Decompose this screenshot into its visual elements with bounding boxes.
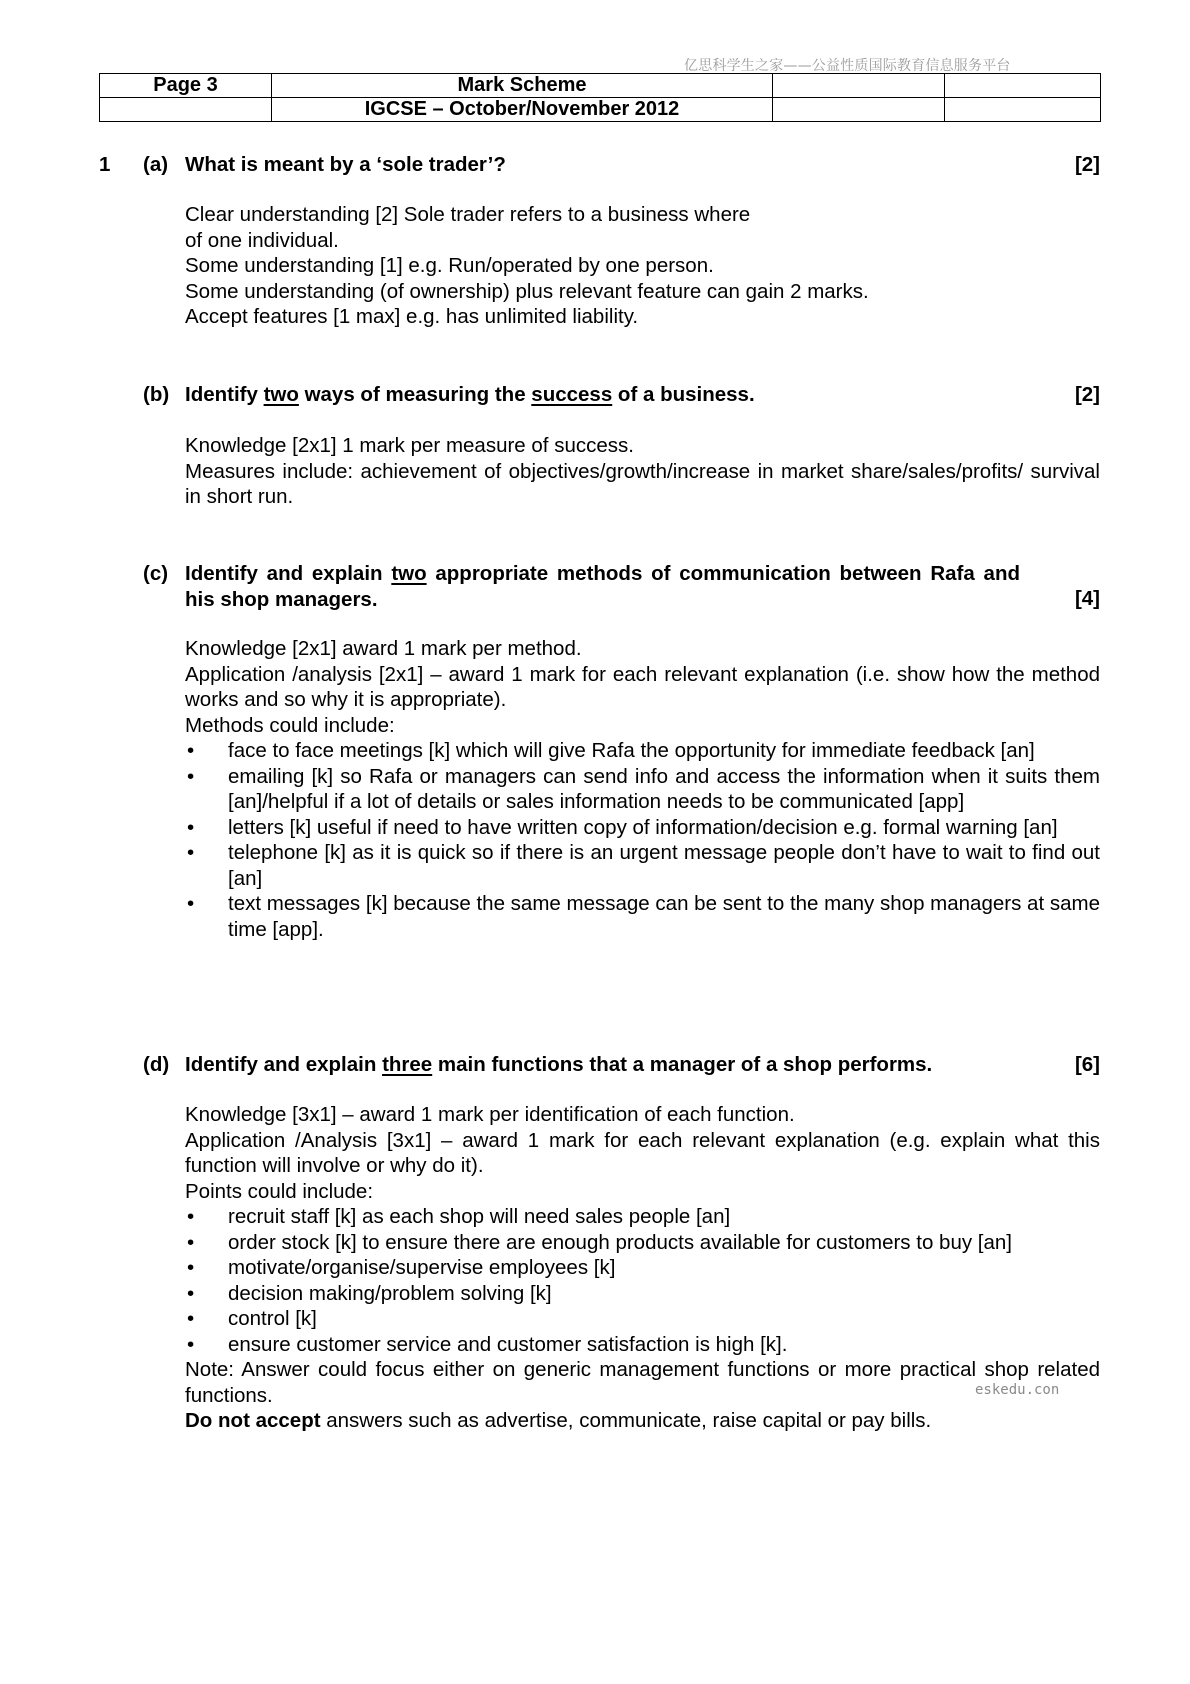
bullet-icon: •: [187, 841, 195, 864]
header-title: Mark Scheme: [272, 74, 773, 98]
bullet-icon: •: [187, 1230, 195, 1254]
list-item-text: letters [k] useful if need to have written copy of information/decision e.g. formal warning [an]: [228, 815, 1058, 839]
question-emphasis: three: [382, 1053, 433, 1076]
header-empty-cell: [945, 98, 1101, 122]
question-text-part: Identify: [185, 383, 264, 406]
question-text-part: main functions that a manager of a shop performs.: [432, 1053, 933, 1076]
question-part-label: (d): [143, 1053, 170, 1076]
bullet-icon: •: [187, 764, 195, 788]
list-item-text: ensure customer service and customer satisfaction is high [k].: [228, 1332, 788, 1356]
answer-bullet-list: [185, 1204, 1100, 1357]
list-item: [185, 1332, 1100, 1358]
answer-line: Knowledge [3x1] – award 1 mark per identification of each function.: [185, 1103, 795, 1126]
question-text-part: Identify and explain: [185, 562, 392, 585]
list-item: [185, 1281, 1100, 1307]
list-item-text: text messages [k] because the same message can be sent to the many shop managers at same time [app].: [228, 892, 1100, 941]
answer-line: Knowledge [2x1] 1 mark per measure of success.: [185, 434, 634, 457]
list-item-text: face to face meetings [k] which will give Rafa the opportunity for immediate feedback [an]: [228, 739, 1035, 762]
answer-1a: [185, 202, 1100, 330]
question-emphasis: success: [531, 383, 613, 406]
header-empty-cell: [945, 74, 1101, 98]
header-empty-cell: [773, 74, 945, 98]
answer-1c: [185, 636, 1100, 942]
header-empty-cell: [773, 98, 945, 122]
list-item-text: decision making/problem solving [k]: [228, 1281, 552, 1305]
answer-note: Note: Answer could focus either on generic management functions or more practical shop related functions.: [185, 1358, 1100, 1407]
bullet-icon: •: [187, 892, 195, 915]
question-text-part: ways of measuring the: [298, 383, 532, 406]
question-text: [185, 561, 1020, 612]
answer-line: of one individual.: [185, 228, 339, 252]
header-empty-cell: [100, 98, 272, 122]
do-not-accept-text: answers such as advertise, communicate, raise capital or pay bills.: [320, 1409, 932, 1432]
list-item: [185, 1306, 1100, 1332]
answer-line: Measures include: achievement of objectives/growth/increase in market share/sales/profits/ survival in short run.: [185, 459, 1100, 508]
list-item: [185, 840, 1100, 891]
answer-line: Accept features [1 max] e.g. has unlimited liability.: [185, 305, 639, 328]
answer-1b: [185, 433, 1100, 510]
list-item-text: emailing [k] so Rafa or managers can send info and access the information when it suits them [an]/helpful if a lot of details or sales information needs to be communicated [app]: [228, 764, 1100, 813]
do-not-accept-label: Do not accept: [185, 1409, 321, 1432]
question-marks: [2]: [1074, 383, 1100, 406]
question-text: What is meant by a ‘sole trader’?: [185, 153, 506, 176]
list-item: [185, 1204, 1100, 1230]
bullet-icon: •: [187, 1307, 195, 1330]
question-emphasis: two: [263, 383, 299, 406]
bullet-icon: •: [187, 739, 195, 762]
bullet-icon: •: [187, 815, 195, 839]
list-item-text: telephone [k] as it is quick so if there is an urgent message people don’t have to wait to find out [an]: [228, 841, 1100, 890]
header-subtitle: IGCSE – October/November 2012: [272, 98, 773, 122]
list-item: [185, 1230, 1100, 1256]
question-text-part: Identify and explain: [185, 1053, 383, 1076]
list-item: [185, 764, 1100, 815]
bullet-icon: •: [187, 1205, 195, 1228]
question-text-part: of a business.: [612, 383, 755, 406]
answer-line: Knowledge [2x1] award 1 mark per method.: [185, 637, 582, 660]
answer-line: Application /Analysis [3x1] – award 1 mark for each relevant explanation (e.g. explain what this function will involve or why do it).: [185, 1128, 1100, 1177]
question-marks: [6]: [1074, 1053, 1100, 1076]
answer-line: Some understanding [1] e.g. Run/operated by one person.: [185, 254, 714, 277]
do-not-accept-line: [185, 1408, 1100, 1434]
answer-line: Application /analysis [2x1] – award 1 mark for each relevant explanation (i.e. show how the method works and so why it is appropriate).: [185, 662, 1100, 711]
question-marks: [4]: [1074, 587, 1100, 610]
question-part-label: (b): [143, 383, 170, 406]
answer-line: Clear understanding [2] Sole trader refers to a business where: [185, 203, 751, 226]
answer-1d: [185, 1102, 1100, 1434]
watermark-bottom: eskedu.con: [975, 1382, 1060, 1398]
watermark-top: 亿思科学生之家——公益性质国际教育信息服务平台: [684, 58, 1011, 74]
question-part-label: (c): [143, 562, 169, 585]
question-marks: [2]: [1074, 153, 1100, 176]
question-emphasis: two: [391, 562, 427, 585]
question-text: [185, 382, 1100, 408]
question-text: [185, 1052, 1100, 1078]
list-item-text: control [k]: [228, 1307, 317, 1330]
list-item-text: order stock [k] to ensure there are enough products available for customers to buy [an]: [228, 1230, 1012, 1254]
list-item-text: recruit staff [k] as each shop will need sales people [an]: [228, 1205, 731, 1228]
bullet-icon: •: [187, 1281, 195, 1305]
bullet-icon: •: [187, 1332, 195, 1356]
list-item: [185, 891, 1100, 942]
answer-line: Methods could include:: [185, 713, 395, 737]
answer-bullet-list: [185, 738, 1100, 942]
question-part-label: (a): [143, 153, 169, 176]
header-page: Page 3: [100, 74, 272, 98]
bullet-icon: •: [187, 1256, 195, 1279]
question-number: 1: [99, 153, 111, 176]
list-item-text: motivate/organise/supervise employees [k]: [228, 1256, 616, 1279]
list-item: [185, 738, 1100, 764]
question-text-part: appropriate methods of communication between Rafa and his shop managers.: [185, 562, 1020, 611]
answer-line: Points could include:: [185, 1179, 374, 1203]
list-item: [185, 815, 1100, 841]
answer-line: Some understanding (of ownership) plus relevant feature can gain 2 marks.: [185, 279, 869, 303]
mark-scheme-header-table: [99, 73, 1101, 122]
list-item: [185, 1255, 1100, 1281]
